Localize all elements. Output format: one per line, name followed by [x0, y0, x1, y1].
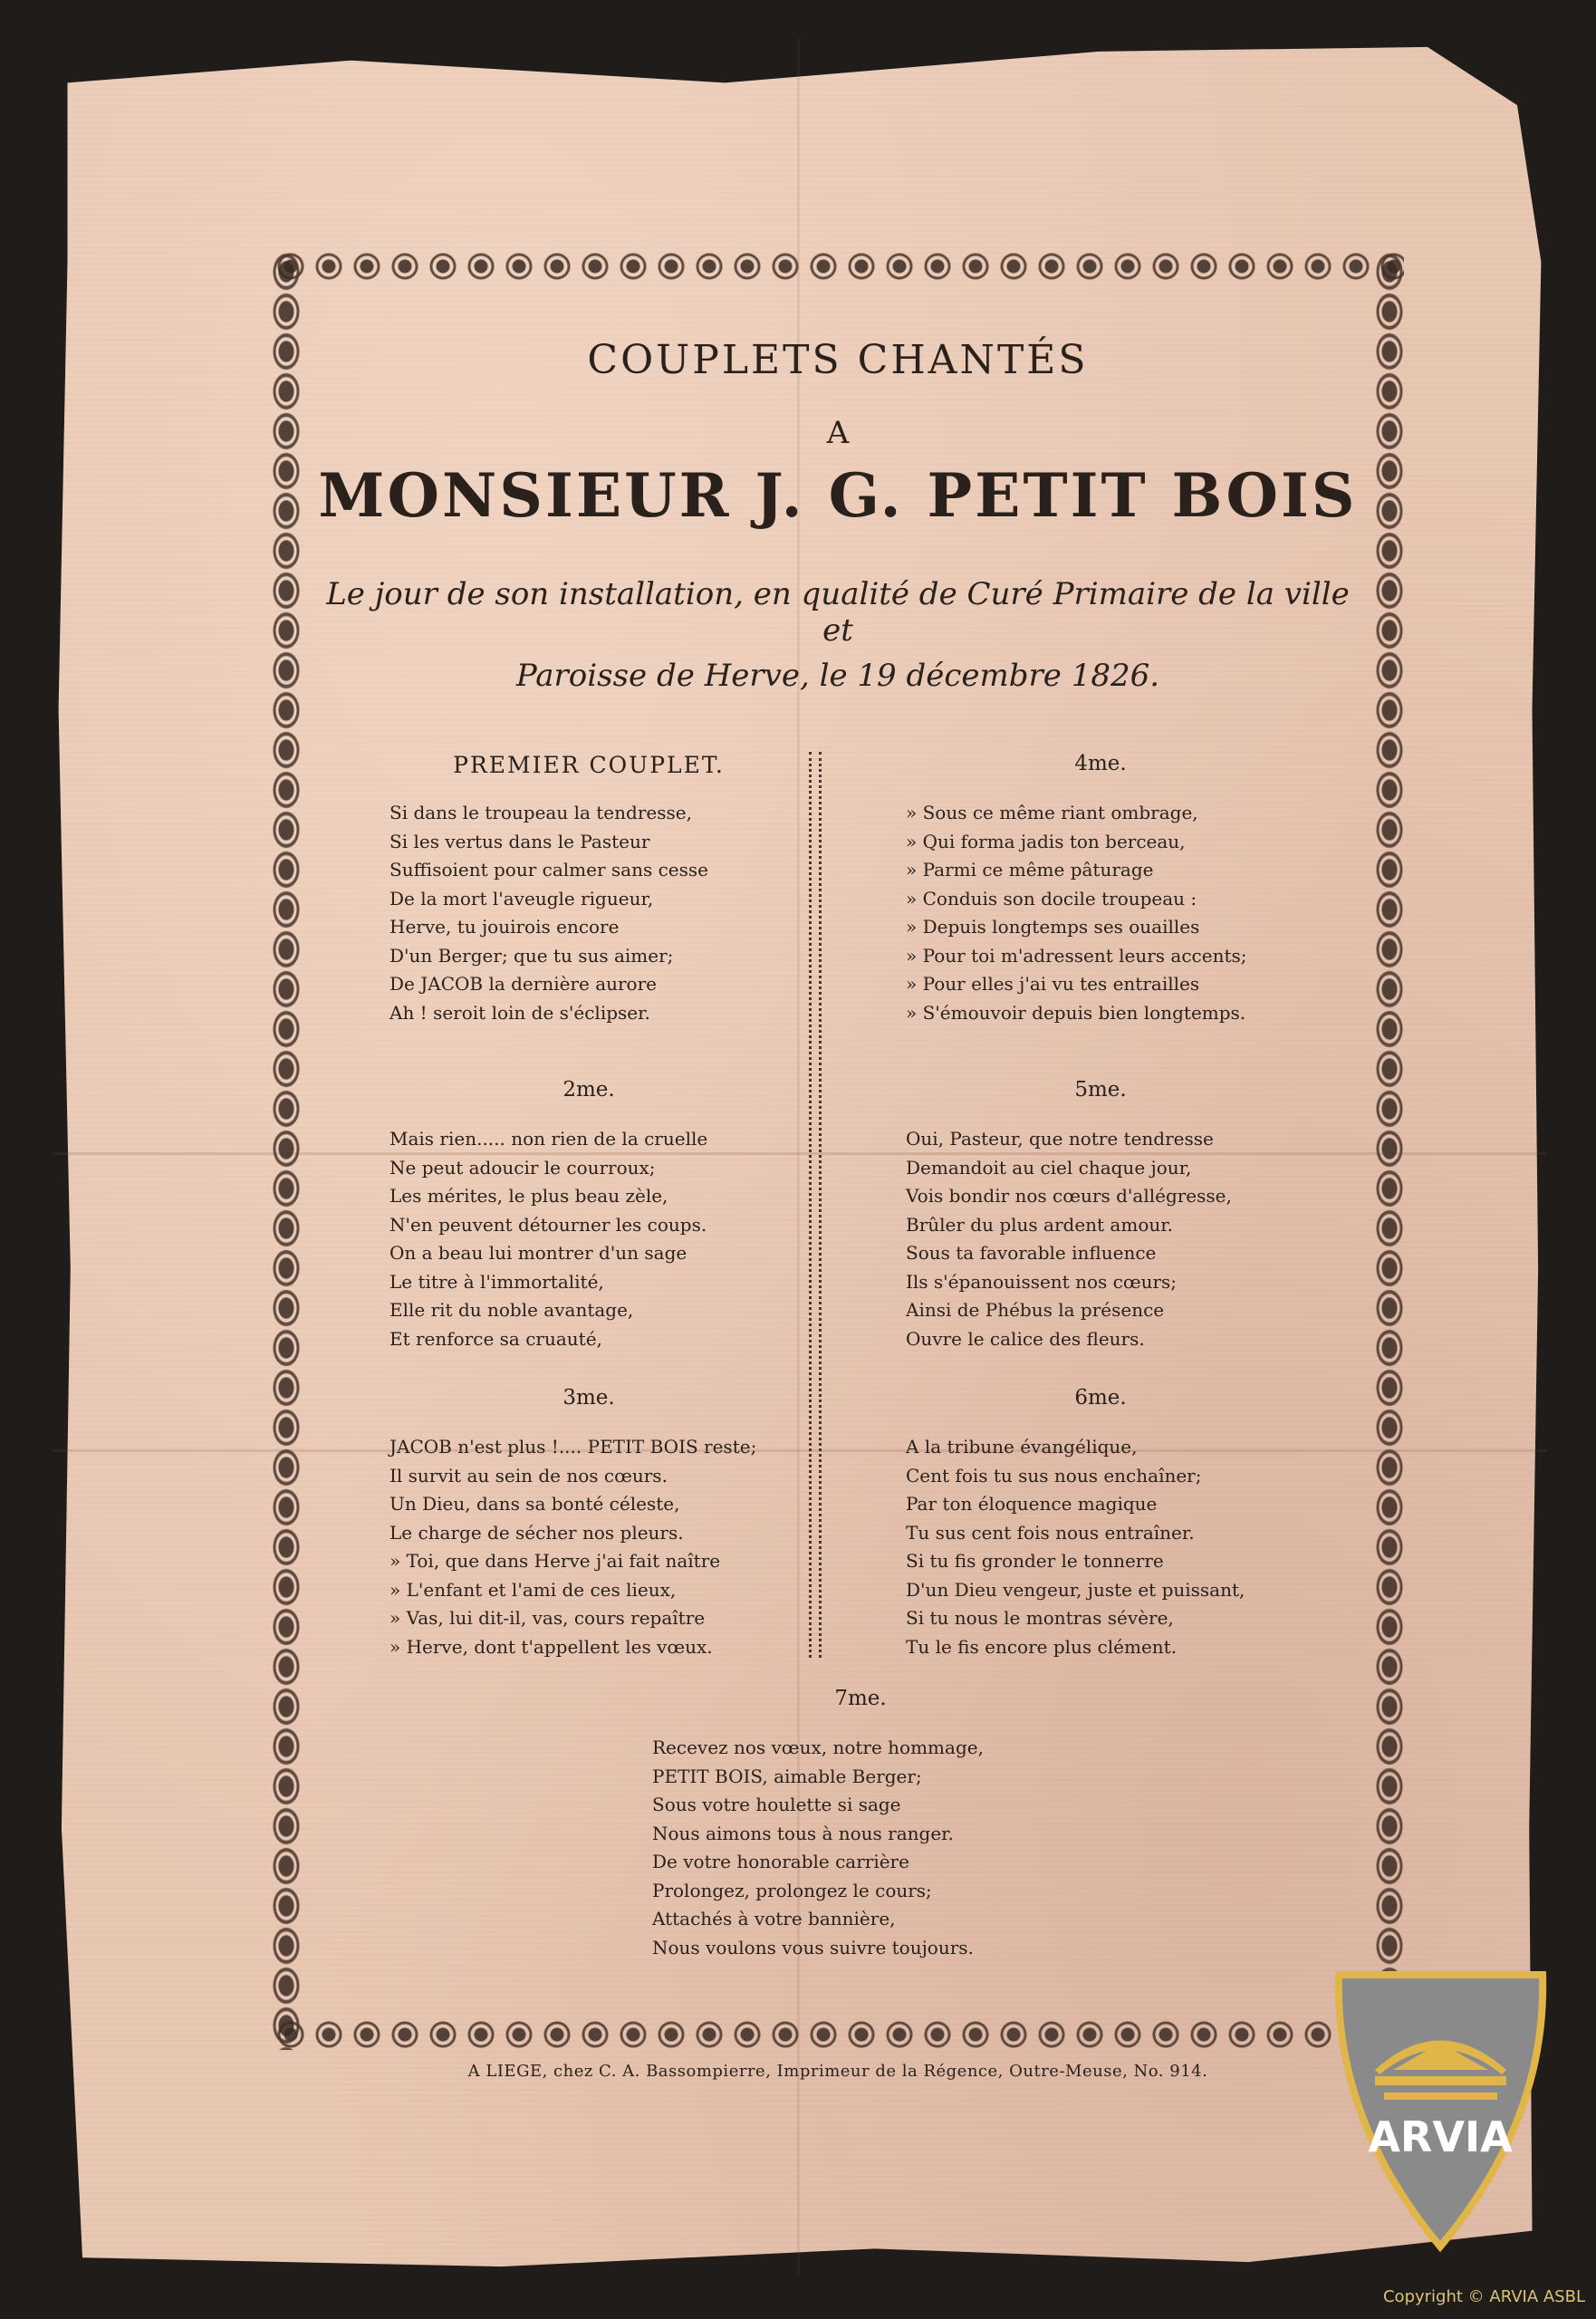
verse-line: Sous votre houlette si sage	[652, 1794, 901, 1815]
verse-line: Recevez nos vœux, notre hommage,	[652, 1737, 984, 1758]
verse-line: Attachés à votre bannière,	[652, 1908, 896, 1929]
stanza	[389, 1078, 788, 1353]
verse-line: Brûler du plus ardent amour.	[906, 1213, 1173, 1236]
verse-line: De votre honorable carrière	[652, 1851, 909, 1872]
verse-line: Un Dieu, dans sa bonté céleste,	[389, 1493, 680, 1515]
stanza-lines	[652, 1734, 1069, 1962]
stanza-heading: 6me.	[1074, 1386, 1127, 1410]
verse-line: Nous aimons tous à nous ranger.	[652, 1822, 954, 1844]
verse-line: D'un Dieu vengeur, juste et puissant,	[906, 1578, 1245, 1601]
verse-line: » Toi, que dans Herve j'ai fait naître	[389, 1550, 721, 1572]
verse-line: » Qui forma jadis ton berceau,	[906, 830, 1186, 852]
verse-line: Si tu nous le montras sévère,	[906, 1607, 1174, 1629]
stanza-heading: 7me.	[834, 1687, 887, 1710]
verse-line: Ils s'épanouissent nos cœurs;	[906, 1270, 1178, 1293]
ornamental-border-bottom	[272, 2020, 1404, 2049]
verse-line: Tu sus cent fois nous entraîner.	[906, 1521, 1195, 1544]
stanza-heading: PREMIER COUPLET.	[453, 752, 725, 778]
stanza-heading: 2me.	[562, 1078, 615, 1102]
verse-line: » Vas, lui dit-il, vas, cours repaître	[389, 1607, 706, 1629]
verse-line: Ah ! seroit loin de s'éclipser.	[389, 1001, 650, 1024]
verse-line: Herve, tu jouirois encore	[389, 916, 620, 938]
shield-shape	[1339, 1975, 1543, 2247]
column-divider	[809, 752, 822, 1658]
ornamental-border-right	[1375, 252, 1404, 2050]
verse-line: Et renforce sa cruauté,	[389, 1327, 602, 1350]
verse-line: Elle rit du noble avantage,	[389, 1299, 634, 1321]
final-stanza	[652, 1687, 1069, 1962]
verse-line: Nous voulons vous suivre toujours.	[652, 1936, 974, 1958]
verse-line: De la mort l'aveugle rigueur,	[389, 887, 654, 909]
verse-line: Prolongez, prolongez le cours;	[652, 1879, 932, 1901]
verse-line: Vois bondir nos cœurs d'allégresse,	[906, 1185, 1232, 1207]
stanza	[389, 1386, 788, 1661]
verse-line: Le titre à l'immortalité,	[389, 1270, 604, 1293]
logo-text: ARVIA	[1368, 2112, 1513, 2161]
verse-line: Ainsi de Phébus la présence	[906, 1299, 1165, 1321]
verse-line: Suffisoient pour calmer sans cesse	[389, 859, 708, 880]
verse-line: Ne peut adoucir le courroux;	[389, 1156, 656, 1179]
title-line-3: MONSIEUR J. G. PETIT BOIS	[318, 460, 1358, 531]
stanza	[906, 1078, 1295, 1353]
verse-line: » Pour elles j'ai vu tes entrailles	[906, 973, 1200, 995]
verse-line: Par ton éloquence magique	[906, 1493, 1158, 1515]
verse-line: » Parmi ce même pâturage	[906, 859, 1154, 880]
verse-line: De JACOB la dernière aurore	[389, 973, 657, 995]
verse-line: Mais rien..... non rien de la cruelle	[389, 1128, 708, 1150]
verse-line: Oui, Pasteur, que notre tendresse	[906, 1128, 1214, 1150]
verse-line: Tu le fis encore plus clément.	[906, 1635, 1178, 1658]
verse-line: Cent fois tu sus nous enchaîner;	[906, 1464, 1202, 1487]
printer-imprint: A LIEGE, chez C. A. Bassompierre, Imprimeur de la Régence, Outre-Meuse, No. 914.	[467, 2062, 1208, 2081]
verse-line: A la tribune évangélique,	[906, 1436, 1138, 1458]
verse-line: N'en peuvent détourner les coups.	[389, 1213, 707, 1236]
subtitle-line-1: Le jour de son installation, en qualité de Curé Primaire de la ville et	[326, 576, 1350, 649]
stanza	[906, 752, 1295, 1027]
verse-line: » Herve, dont t'appellent les vœux.	[389, 1635, 713, 1658]
verse-line: Si dans le troupeau la tendresse,	[389, 802, 692, 823]
verse-line: Le charge de sécher nos pleurs.	[389, 1521, 684, 1544]
verse-line: » Pour toi m'adressent leurs accents;	[906, 944, 1247, 967]
stanza-heading: 5me.	[1074, 1078, 1127, 1102]
verse-line: Demandoit au ciel chaque jour,	[906, 1156, 1192, 1179]
copyright-notice: Copyright © ARVIA ASBL	[1382, 2287, 1585, 2306]
verse-line: JACOB n'est plus !.... PETIT BOIS reste;	[389, 1436, 757, 1458]
verse-line: » Sous ce même riant ombrage,	[906, 802, 1198, 823]
ornamental-border-top	[272, 252, 1404, 281]
verse-line: Ouvre le calice des fleurs.	[906, 1327, 1145, 1350]
verse-line: PETIT BOIS, aimable Berger;	[652, 1765, 922, 1787]
verse-line: Les mérites, le plus beau zèle,	[389, 1185, 668, 1207]
stanza-heading: 4me.	[1074, 752, 1127, 775]
arvia-logo	[1321, 1957, 1561, 2256]
stanza	[906, 1386, 1295, 1661]
title-line-1: COUPLETS CHANTÉS	[587, 337, 1089, 383]
verse-line: » Depuis longtemps ses ouailles	[906, 916, 1200, 938]
verse-line: On a beau lui montrer d'un sage	[389, 1242, 687, 1264]
subtitle-line-2: Paroisse de Herve, le 19 décembre 1826.	[515, 658, 1160, 694]
title-line-2: A	[826, 415, 850, 451]
verse-line: » L'enfant et l'ami de ces lieux,	[389, 1578, 677, 1601]
verse-line: D'un Berger; que tu sus aimer;	[389, 944, 674, 967]
verse-line: » S'émouvoir depuis bien longtemps.	[906, 1001, 1246, 1024]
stanza-heading: 3me.	[562, 1386, 615, 1410]
verse-line: Si les vertus dans le Pasteur	[389, 830, 650, 852]
ornamental-border-left	[272, 252, 301, 2050]
verse-line: » Conduis son docile troupeau :	[906, 887, 1197, 909]
stanza	[389, 752, 788, 1027]
verse-line: Il survit au sein de nos cœurs.	[389, 1464, 668, 1487]
verse-line: Si tu fis gronder le tonnerre	[906, 1550, 1164, 1572]
verse-line: Sous ta favorable influence	[906, 1242, 1157, 1264]
